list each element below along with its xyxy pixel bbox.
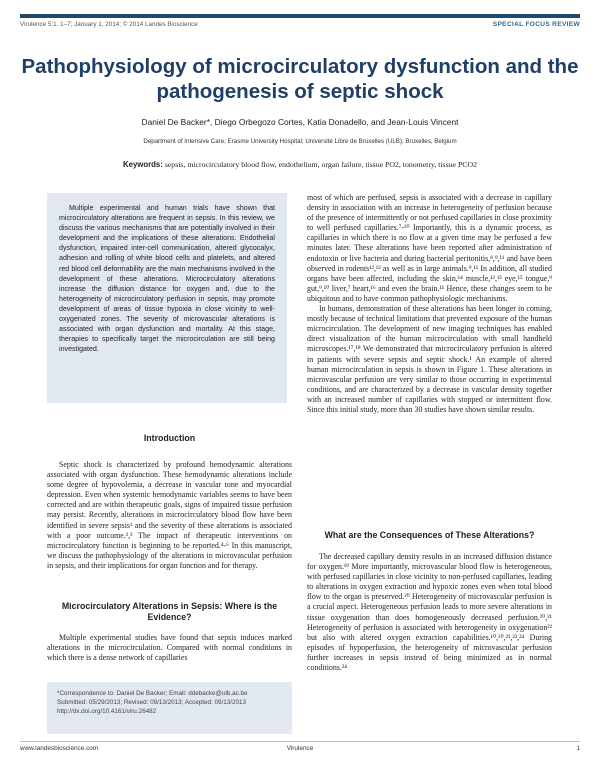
- authors: Daniel De Backer*, Diego Orbegozo Cortes, Katia Donadello, and Jean-Louis Vincent: [141, 117, 459, 127]
- keywords-text: sepsis, microcirculatory blood flow, endothelium, organ failure, tissue PO2, tonometry, tissue PCO2: [164, 160, 478, 169]
- abstract: Multiple experimental and human trials have shown that microcirculatory alterations are frequent in sepsis. In this review, we discuss the various mechanisms that are potentially involved in their development and the implications of these alterations. Endothelial dysfunction, impaired inter-cell communication, altered glycocalyx, adhesion and rolling of white blood cells and platelets, and altered red blood cell deformability are the main mechanisms involved in the development of these alterations. Microcirculatory alterations increase the diffusion distance for oxygen and, due to the heterogeneity of microcirculatory perfusion in sepsis, may promote development of areas of tissue hypoxia in close vicinity to well-oxygenated zones. The severity of microvascular alterations is associated with organ dysfunction and mortality. At this stage, therapies to specifically target the microcirculation are still being investigated.: [47, 193, 287, 403]
- right-paragraph-1: most of which are perfused, sepsis is associated with a decrease in capillary density in association with an increase in heterogeneity of perfusion because of the presence of intermittently or not perfused capillaries in close proximity to well perfused capillaries.⁷-¹⁰ Importantly, this is a dynamic process, as capillaries in which there is no flow at a given time may be perfused a few minutes later. These alterations have been reported after administration of endotoxin or live bacteria and during bacterial peritonitis,⁸,⁹,¹¹ and have been observed in rodents¹²,¹³ as well as in large animals.⁹,¹¹ In addition, all studied organs have been affected, including the skin,¹⁴ muscle,¹²,¹³ eye,¹⁵ tongue,⁹ gut,⁹,¹⁰ liver,⁷ heart,¹⁶ and even the brain.¹¹ Hence, these changes seem to be ubiquitous and to have common pathophysiologic mechanisms.: [307, 193, 552, 303]
- header-bar: [20, 14, 580, 18]
- micro-paragraph: Multiple experimental studies have found that sepsis induces marked alterations in the microcirculation. Compared with normal conditions in which there is a dense network of capillaries: [47, 633, 292, 663]
- intro-heading: Introduction: [143, 433, 196, 443]
- intro-paragraph: Septic shock is characterized by profound hemodynamic alterations associated with organ dysfunction. These hemodynamic alterations include some degree of hypovolemia, a decrease in vascular tone and myocardial depression. Even when systemic hemodynamic variables seems to have been corrected and are within therapeutic goals, signs of impaired tissue perfusion may persist. Recently, alterations in microcirculatory blood flow have been identified in severe sepsis¹ and the severity of these alterations is associated with a poor outcome.²,³ The impact of therapeutic interventions on microcirculatory function is beginning to be reported.⁴-⁶ In this manuscript, we discuss the pathophysiology of the alterations in microvascular perfusion in sepsis, and their implications for organ function and for therapy.: [47, 460, 292, 570]
- page-number: 1: [576, 745, 580, 752]
- micro-heading: Microcirculatory Alterations in Sepsis: Where is the Evidence?: [61, 601, 278, 622]
- consequences-heading: What are the Consequences of These Alterations?: [324, 530, 535, 540]
- article-title: Pathophysiology of microcirculatory dysfunction and the pathogenesis of septic shock: [21, 55, 579, 103]
- dates-line: Submitted: 05/29/2013; Revised: 09/13/2013; Accepted: 09/13/2013: [57, 699, 247, 706]
- right-paragraph-2: In humans, demonstration of these alterations has been longer in coming, mostly because of technical limitations that prevented exposure of the human microcirculation. The development of new imaging techniques has enabled direct visualization of the human microcirculation with small handheld microscopes.¹⁷,¹⁸ We demonstrated that microcirculatory perfusion is altered in patients with severe sepsis and septic shock.¹ An example of altered human microcirculation in sepsis is shown in Figure 1. These alterations in microvascular perfusion are very similar to those occurring in experimental conditions, and are characterized by a decrease in vascular density together with an increased number of capillaries with stopped or intermittent flow. Since this initial study, more than 30 studies have shown similar results.: [307, 304, 552, 414]
- doi-link[interactable]: http://dx.doi.org/10.4161/viru.26482: [57, 708, 157, 715]
- consequences-body: [307, 552, 552, 673]
- intro-body: [47, 460, 292, 571]
- section-label: SPECIAL FOCUS REVIEW: [492, 21, 580, 28]
- footer-website[interactable]: www.landesbioscience.com: [20, 745, 99, 752]
- footer-divider: [20, 741, 580, 742]
- keywords: [20, 160, 580, 169]
- affiliation: Department of Intensive Care; Erasme University Hospital; Université Libre de Bruxelles (ULB); Bruxelles, Belgium: [143, 138, 457, 145]
- correspondence-line: *Correspondence to: Daniel De Backer; Email: ddebacke@ulb.ac.be: [57, 690, 248, 697]
- consequences-paragraph: The decreased capillary density results in an increased diffusion distance for oxygen.¹⁹ More importantly, microvascular blood flow is heterogeneous, with perfused capillaries in close vicinity to non-perfused capillaries, leading to alterations in oxygen extraction and hypoxic zones even when total blood flow to the organ is preserved.²⁰ Heterogeneity of microvascular perfusion is a crucial aspect. Heterogeneous perfusion leads to more severe alterations in tissue oxygenation than does homogeneously decreased perfusion.²⁰,²¹ Heterogeneity of perfusion is associated with heterogeneity in oxygenation²² but also with altered oxygen extraction capabilities.¹⁰,²⁰,²¹,²³,²⁴ During episodes of hypoperfusion, the heterogeneity of microvascular perfusion further increases in sepsis instead of being minimized as in normal conditions.²⁴: [307, 552, 552, 673]
- right-column: [307, 193, 552, 415]
- correspondence-box: [47, 682, 292, 734]
- header-row: [20, 21, 580, 33]
- page-footer: [20, 745, 580, 757]
- micro-body: [47, 633, 292, 663]
- keywords-label: Keywords:: [122, 160, 163, 169]
- journal-citation: Virulence 5:1, 1–7; January 1, 2014; © 2014 Landes Bioscience: [20, 21, 198, 28]
- footer-journal: Virulence: [286, 745, 314, 752]
